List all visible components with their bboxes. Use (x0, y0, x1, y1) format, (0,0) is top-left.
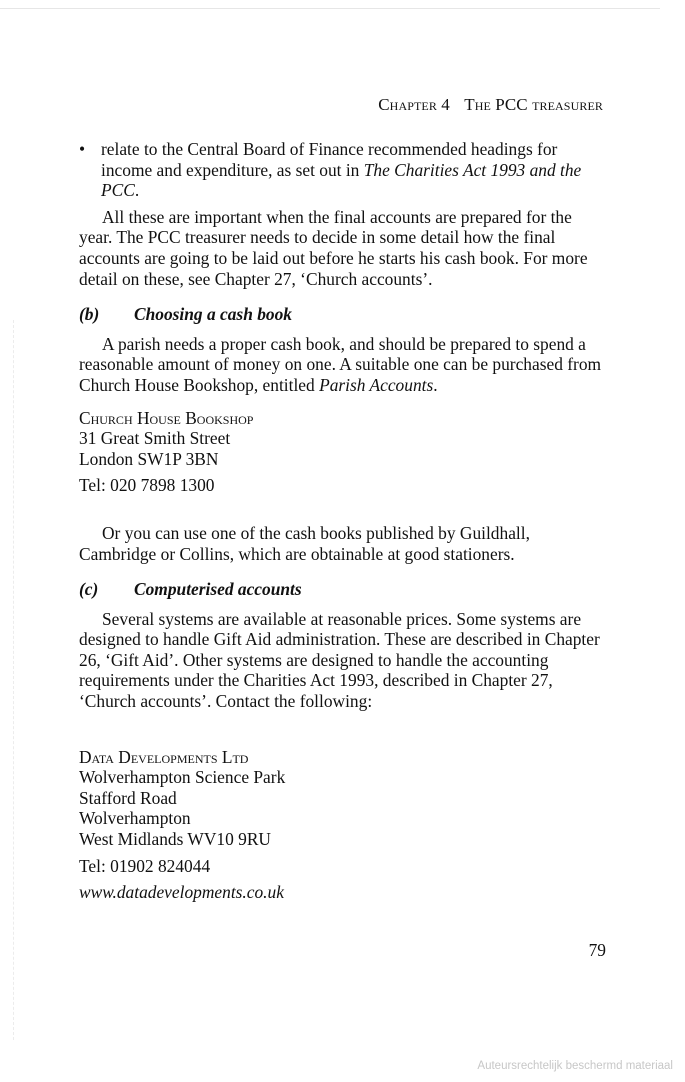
address-name: Data Developments Ltd (79, 746, 249, 767)
page-number: 79 (588, 940, 606, 960)
margin-guide (13, 320, 14, 1040)
top-divider (0, 8, 660, 9)
address-tel: Tel: 020 7898 1300 (79, 475, 215, 496)
act-title: The Charities Act 1993 and the PCC (101, 159, 582, 201)
chapter-label: Chapter 4 (378, 95, 450, 114)
running-header (378, 95, 603, 115)
address-line: West Midlands WV10 9RU (79, 829, 271, 850)
section-heading-b (79, 304, 605, 325)
address-line: London SW1P 3BN (79, 448, 219, 469)
copyright-watermark: Auteursrechtelijk beschermd materiaal (477, 1060, 673, 1072)
section-heading-c (79, 579, 605, 600)
bullet-item (79, 139, 605, 201)
address-line: Wolverhampton (79, 808, 191, 829)
address-line: Stafford Road (79, 787, 177, 808)
address-line: Wolverhampton Science Park (79, 767, 286, 788)
section-title: Choosing a cash book (134, 304, 293, 325)
section-number: (b) (79, 304, 100, 325)
paragraph-other-cash-books: Or you can use one of the cash books published by Guildhall, Cambridge or Collins, which are obtainable at good stationers. (79, 522, 530, 564)
address-church-house (79, 408, 605, 496)
address-data-developments (79, 747, 605, 903)
paragraph-computerised: Several systems are available at reasonable prices. Some systems are designed to handle Gift Aid administration. These are described in Chapter 26, ‘Gift Aid’. Other systems are designed to handle the accounting requirements under the Charities Act 1993, described in Chapter 27, ‘Church accounts’. Contact the following: (79, 608, 600, 712)
bullet-text: relate to the Central Board of Finance recommended headings for income and expenditure, as set out in The Charities Act 1993 and the PCC. (101, 139, 582, 201)
bullet-icon: • (79, 139, 86, 159)
paragraph-final-accounts: All these are important when the final accounts are prepared for the year. The PCC treasurer needs to decide in some detail how the final accounts are going to be laid out before he starts his cash book. For more detail on these, see Chapter 27, ‘Church accounts’. (79, 206, 588, 289)
address-tel: Tel: 01902 824044 (79, 855, 211, 876)
section-number: (c) (79, 579, 99, 600)
address-name: Church House Bookshop (79, 407, 254, 428)
book-title: Parish Accounts (319, 374, 434, 395)
page-content (79, 139, 605, 903)
chapter-title: The PCC treasurer (464, 95, 603, 114)
website-link[interactable]: www.datadevelopments.co.uk (79, 882, 284, 903)
section-title: Computerised accounts (134, 579, 302, 600)
address-line: 31 Great Smith Street (79, 428, 231, 449)
paragraph-cash-book: A parish needs a proper cash book, and should be prepared to spend a reasonable amount of money on one. A suitable one can be purchased from Church House Bookshop, entitled Parish Accounts. (79, 333, 602, 395)
